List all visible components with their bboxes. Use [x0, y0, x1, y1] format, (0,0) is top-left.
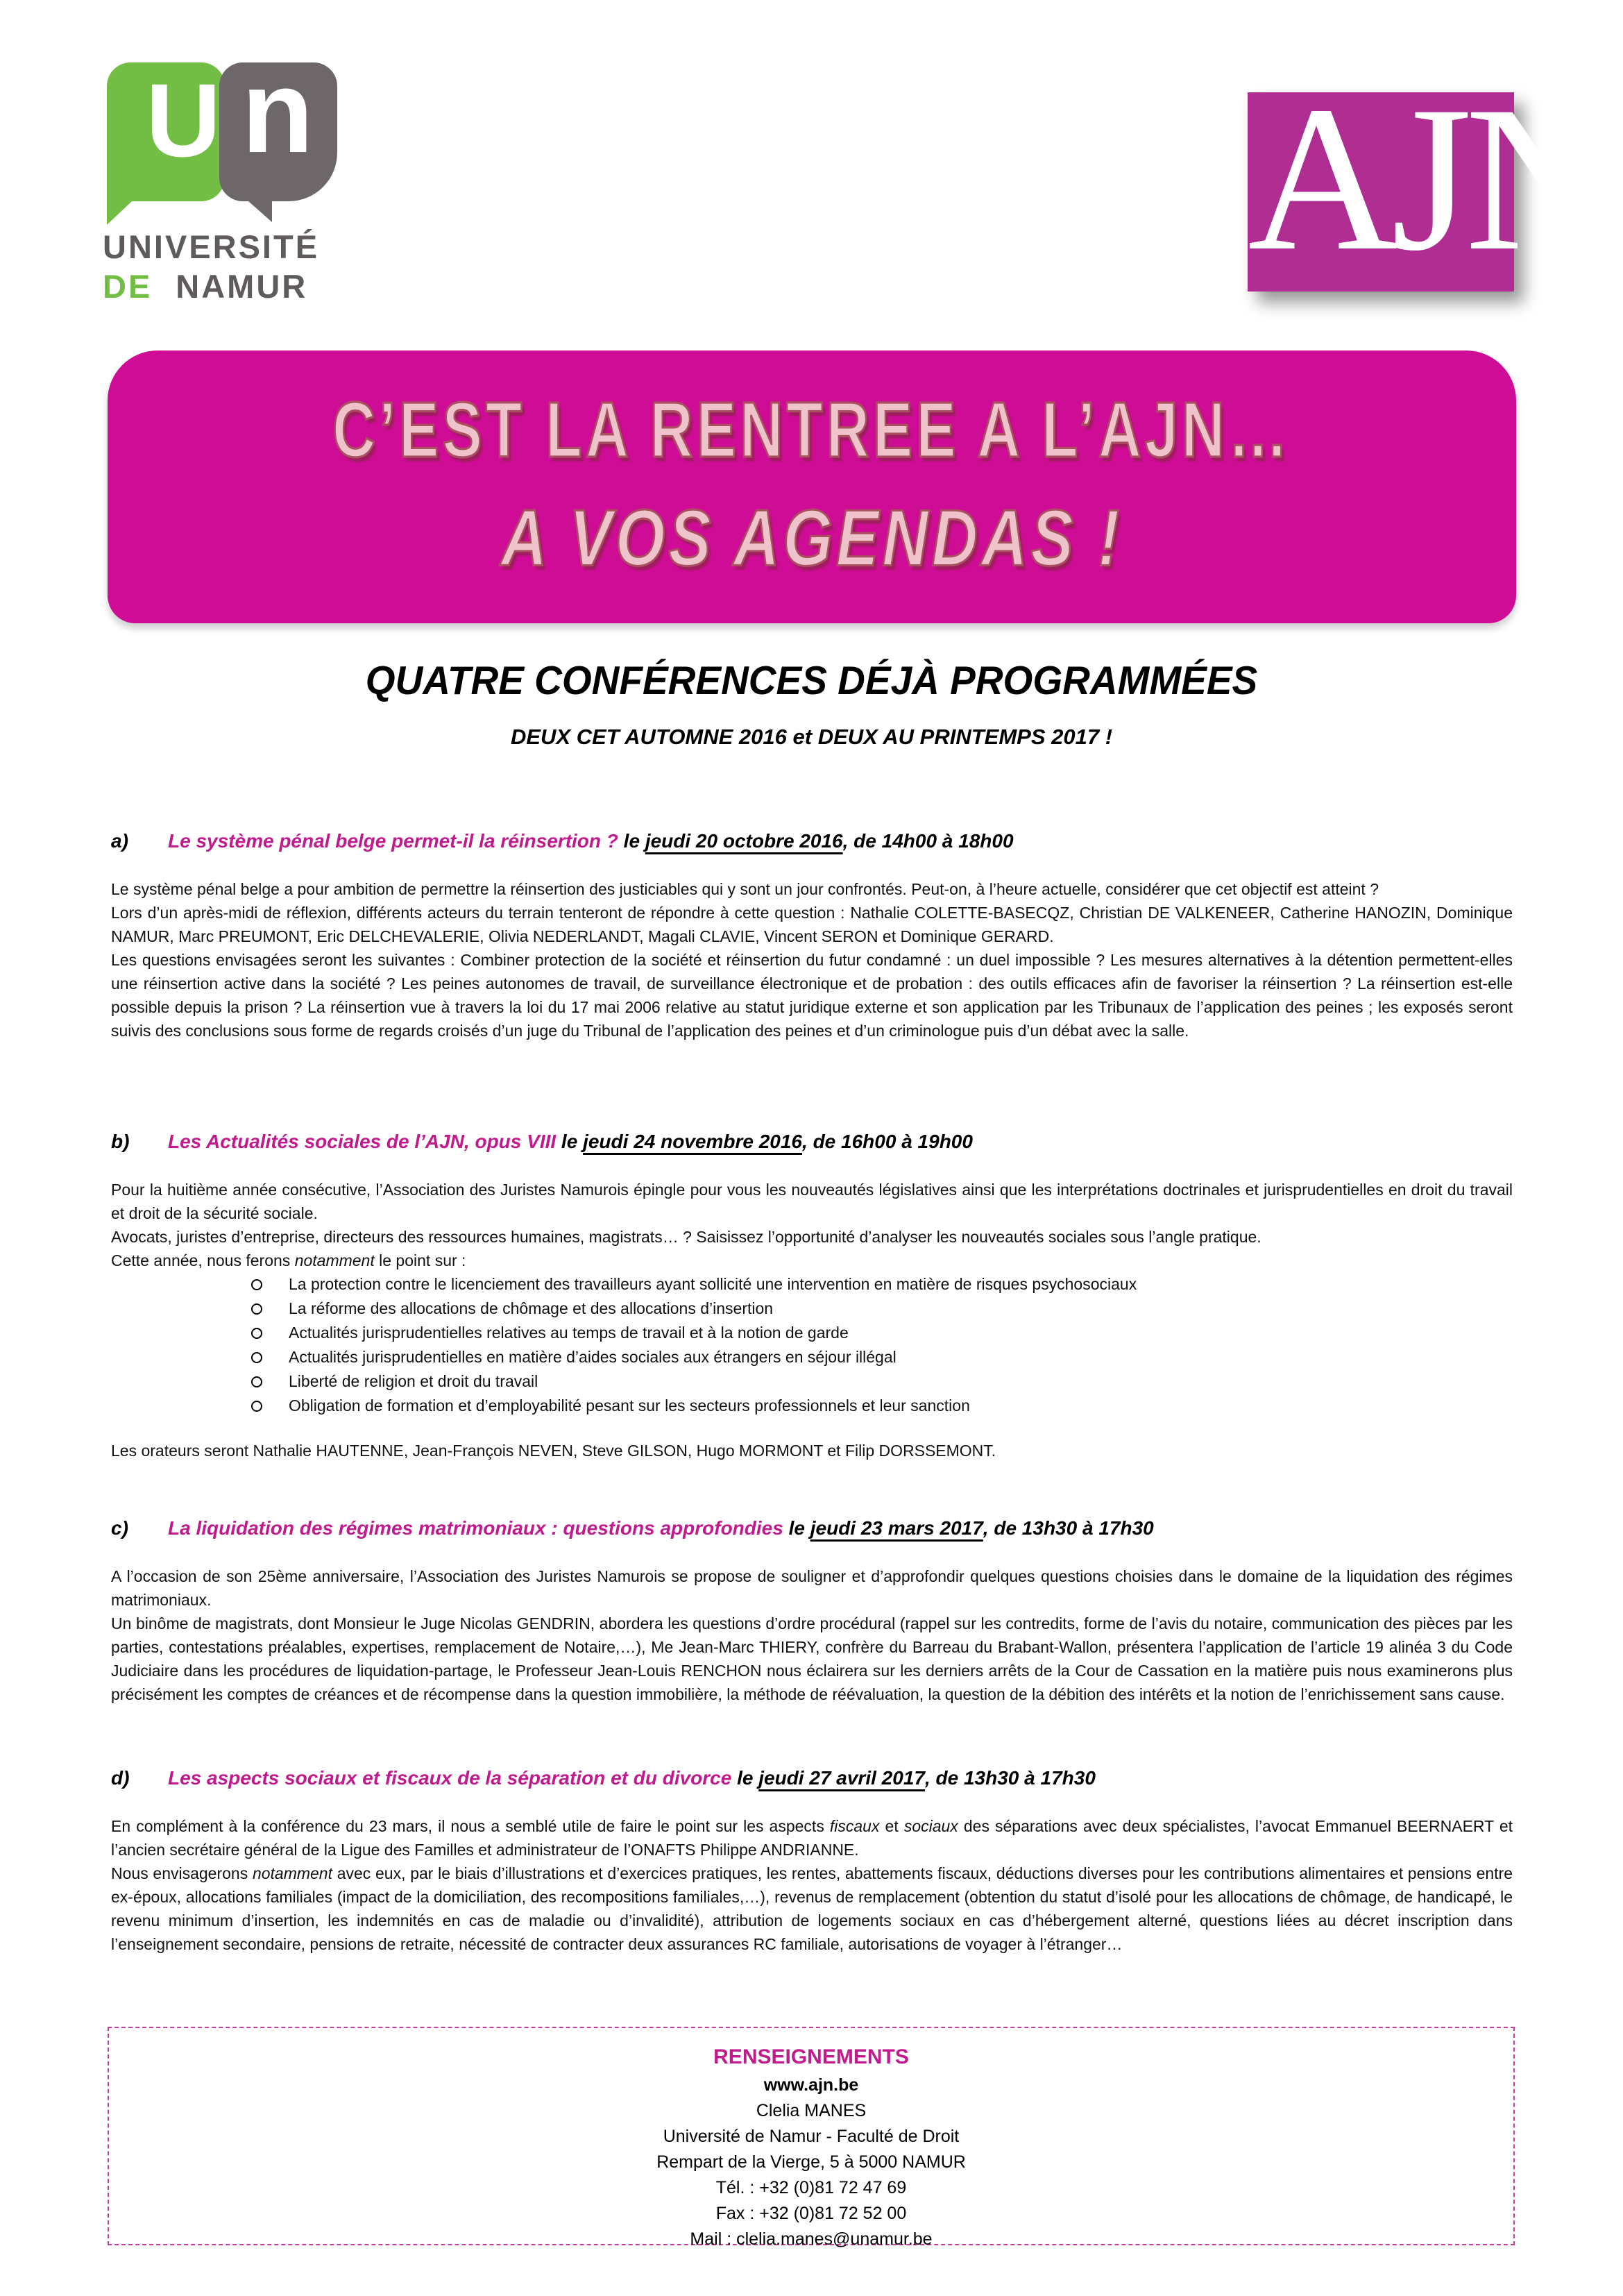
section-b-title-topic: Les Actualités sociales de l’AJN, opus VIII	[168, 1131, 556, 1152]
unamur-wordmark-de: DE	[103, 268, 153, 305]
list-item	[250, 1369, 1513, 1394]
section-b-date-post: , de 16h00 à 19h00	[802, 1131, 973, 1152]
section-b-paragraph-2: Avocats, juristes d’entreprise, directeurs des ressources humaines, magistrats… ? Saisissez l’opportunité d’analyser les nouveautés sociales sous l’angle pratique.	[111, 1228, 1261, 1246]
section-a-date: jeudi 20 octobre 2016	[645, 830, 843, 852]
section-d-p2-pre: Nous envisagerons	[111, 1864, 253, 1882]
list-item	[250, 1345, 1513, 1369]
section-b-intro-pre: Cette année, nous ferons	[111, 1251, 295, 1269]
section-d-p2-italic: notamment	[252, 1864, 332, 1882]
section-d-paragraph-1	[111, 1814, 1513, 1862]
section-d-paragraph-2	[111, 1862, 1513, 1956]
page-subtitle: DEUX CET AUTOMNE 2016 et DEUX AU PRINTEMPS 2017 !	[510, 725, 1113, 749]
ajn-logo-text: AJN	[1248, 63, 1609, 294]
contact-person: Clelia MANES	[756, 2101, 867, 2120]
section-c-title	[168, 1514, 1154, 1542]
section-c-date-pre: le	[783, 1517, 810, 1539]
bullet-circle-icon	[251, 1352, 262, 1363]
section-c-label: c)	[111, 1517, 128, 1539]
contact-fax: Fax : +32 (0)81 72 52 00	[715, 2204, 907, 2223]
section-d-p1-pre: En complément à la conférence du 23 mars, il nous a semblé utile de faire le point sur les aspects	[111, 1817, 830, 1835]
section-c-heading	[111, 1514, 1513, 1542]
section-d-p1-italic-1: fiscaux	[829, 1817, 880, 1835]
list-item-text: Obligation de formation et d’employabilité pesant sur les secteurs professionnels et leur sanction	[289, 1396, 970, 1415]
section-b-heading	[111, 1128, 1513, 1156]
section-a-paragraph-3: Les questions envisagées seront les suivantes : Combiner protection de la société et réinsertion du futur condamné : un duel impossible ? Les mesures alternatives à la détention permettent-elles une réinsertion active dans la société ? Les peines autonomes de travail, de surveillance électronique et de probation : des outils efficaces afin de favoriser la réinsertion ? La réinsertion est-elle possible depuis la prison ? La réinsertion vue à travers la loi du 17 mai 2006 relative au statut juridique externe et son application par les Tribunaux de l’application des peines ; les exposés seront suivis des conclusions sous forme de regards croisés d’un juge du Tribunal de l’application des peines et d’un criminologue puis d’un débat avec la salle.	[111, 951, 1513, 1040]
unamur-wordmark-line1: UNIVERSITÉ	[103, 228, 320, 265]
section-a-heading	[111, 827, 1513, 855]
banner	[108, 351, 1516, 623]
bullet-circle-icon	[251, 1279, 262, 1290]
section-a-title	[168, 827, 1014, 855]
section-b-intro-post: le point sur :	[374, 1251, 466, 1269]
section-a-paragraph-2: Lors d’un après-midi de réflexion, différents acteurs du terrain tenteront de répondre à cette question : Nathalie COLETTE-BASECQZ, Christian DE VALKENEER, Catherine HANOZIN, Dominique NAMUR, Marc PREUMONT, Eric DELCHEVALERIE, Olivia NEDERLANDT, Magali CLAVIE, Vincent SERON et Dominique GERARD.	[111, 904, 1513, 945]
section-c-paragraph-1: A l’occasion de son 25ème anniversaire, l’Association des Juristes Namurois se propose de souligner et d’approfondir quelques questions choisies dans le domaine de la liquidation des régimes matrimoniaux.	[111, 1567, 1513, 1609]
contact-box	[108, 2027, 1515, 2249]
section-a-title-topic: Le système pénal belge permet-il la réinsertion ?	[168, 830, 618, 852]
list-item	[250, 1394, 1513, 1418]
section-c	[111, 1514, 1513, 1706]
banner-line-1: C’EST LA RENTREE A L’AJN…	[332, 386, 1291, 475]
section-b-title	[168, 1128, 973, 1156]
section-d-title	[168, 1764, 1096, 1792]
section-b-paragraph-1: Pour la huitième année consécutive, l’Association des Juristes Namurois épingle pour vous les nouveautés législatives ainsi que les interprétations doctrinales et jurisprudentielles en droit du travail et droit de la sécurité sociale.	[111, 1181, 1513, 1222]
contact-email: Mail : clelia.manes@unamur.be	[690, 2229, 933, 2249]
section-c-date: jeudi 23 mars 2017	[810, 1517, 983, 1539]
section-a-date-pre: le	[618, 830, 645, 852]
section-a-paragraph-1: Le système pénal belge a pour ambition de permettre la réinsertion des justiciables qui y sont un jour confrontés. Peut-on, à l’heure actuelle, considérer que cet objectif est atteint ?	[111, 880, 1379, 898]
section-d-p1-italic-2: sociaux	[903, 1817, 958, 1835]
bullet-circle-icon	[251, 1303, 262, 1315]
page-title: QUATRE CONFÉRENCES DÉJÀ PROGRAMMÉES	[365, 657, 1258, 703]
bullet-circle-icon	[251, 1328, 262, 1339]
list-item-text: Actualités jurisprudentielles en matière d’aides sociales aux étrangers en séjour illégal	[289, 1348, 897, 1366]
section-d-p2-post: avec eux, par le biais d’illustrations et d’exercices pratiques, les rentes, abattements fiscaux, déductions diverses pour les contributions alimentaires et pensions entre ex-époux, allocations familiales (impact de la domiciliation, des recompositions familiales,…), revenus de remplacement (obtention du statut d’isolé pour les allocations de chômage, de handicapé, le revenu minimum d’insertion, les indemnités en cas de maladie ou d’invalidité), attribution de logements sociaux en cas d’hébergement alterné, questions liées au décret inscription dans l’enseignement secondaire, pensions de retraite, nécessité de contracter deux assurances RC familiale, autorisations de voyager à l’étranger…	[111, 1864, 1513, 1953]
list-item-text: La réforme des allocations de chômage et des allocations d’insertion	[289, 1299, 774, 1317]
list-item	[250, 1321, 1513, 1345]
unamur-letter-n: n	[241, 46, 314, 178]
section-b-intro	[111, 1249, 1513, 1272]
section-b-closing: Les orateurs seront Nathalie HAUTENNE, Jean-François NEVEN, Steve GILSON, Hugo MORMONT et Filip DORSSEMONT.	[111, 1442, 996, 1460]
unamur-logo	[103, 46, 394, 305]
list-item	[250, 1297, 1513, 1321]
list-item-text: Actualités jurisprudentielles relatives au temps de travail et à la notion de garde	[289, 1324, 849, 1342]
section-d-date: jeudi 27 avril 2017	[758, 1767, 925, 1789]
contact-institution: Université de Namur - Faculté de Droit	[663, 2127, 960, 2146]
section-b-date-pre: le	[556, 1131, 584, 1152]
list-item-text: Liberté de religion et droit du travail	[289, 1372, 538, 1390]
section-d-label: d)	[111, 1767, 130, 1789]
section-c-title-topic: La liquidation des régimes matrimoniaux : questions approfondies	[168, 1517, 783, 1539]
section-c-date-post: , de 13h30 à 17h30	[983, 1517, 1154, 1539]
section-d-p1-post: des séparations avec deux spécialistes, l’avocat Emmanuel BEERNAERT et l’ancien secrétaire général de la Ligue des Familles et administrateur de l’ONAFTS Philippe ANDRIANNE.	[111, 1817, 1513, 1859]
contact-website: www.ajn.be	[763, 2075, 859, 2095]
section-b-intro-italic: notamment	[294, 1251, 375, 1269]
section-b-bullet-list	[111, 1272, 1513, 1418]
unamur-wordmark-line2	[103, 267, 394, 305]
contact-box-title: RENSEIGNEMENTS	[713, 2045, 909, 2068]
section-a-label: a)	[111, 830, 128, 852]
unamur-wordmark-namur: NAMUR	[176, 268, 308, 305]
section-a-date-post: , de 14h00 à 18h00	[842, 830, 1014, 852]
section-d-title-topic: Les aspects sociaux et fiscaux de la séparation et du divorce	[168, 1767, 732, 1789]
unamur-logo-icon	[103, 46, 394, 218]
contact-address: Rempart de la Vierge, 5 à 5000 NAMUR	[656, 2152, 966, 2172]
bullet-circle-icon	[251, 1401, 262, 1412]
section-c-paragraph-2: Un binôme de magistrats, dont Monsieur le Juge Nicolas GENDRIN, abordera les questions d’ordre procédural (rappel sur les contredits, forme de l’avis du notaire, communication des pièces par les parties, contestations préalables, expertises, remplacement de Notaire,…), Me Jean-Marc THIERY, confrère du Barreau du Brabant-Wallon, présentera l’application de l’article 19 alinéa 3 du Code Judiciaire dans les procédures de liquidation-partage, le Professeur Jean-Louis RENCHON nous éclairera sur les derniers arrêts de la Cour de Cassation en la matière puis nous examinerons plus précisément les comptes de créances et de récompense dans la question immobilière, la méthode de réévaluation, la question de la débition des intérêts et la notion de l’enrichissement sans cause.	[111, 1614, 1513, 1703]
bullet-circle-icon	[251, 1376, 262, 1387]
section-b-date: jeudi 24 novembre 2016	[583, 1131, 803, 1152]
section-d-date-pre: le	[731, 1767, 759, 1789]
section-d-heading	[111, 1764, 1513, 1792]
section-a	[111, 827, 1513, 1043]
section-d-p1-mid: et	[879, 1817, 904, 1835]
section-d-date-post: , de 13h30 à 17h30	[924, 1767, 1096, 1789]
ajn-logo	[1248, 63, 1609, 294]
section-b	[111, 1128, 1513, 1462]
list-item-text: La protection contre le licenciement des travailleurs ayant sollicité une intervention en matière de risques psychosociaux	[289, 1275, 1137, 1293]
section-d	[111, 1764, 1513, 1956]
unamur-letter-u: U	[146, 62, 221, 178]
banner-line-2: A VOS AGENDAS !	[500, 494, 1123, 583]
list-item	[250, 1272, 1513, 1297]
contact-phone: Tél. : +32 (0)81 72 47 69	[715, 2178, 907, 2197]
section-b-label: b)	[111, 1131, 130, 1152]
